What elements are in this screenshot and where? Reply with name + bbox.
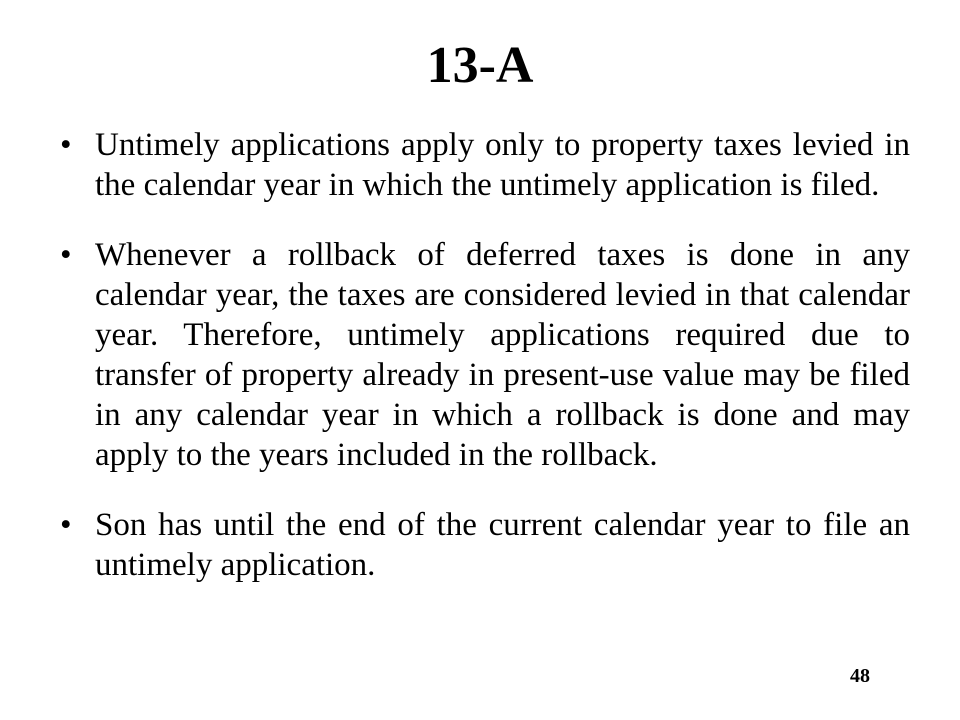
bullet-text: Whenever a rollback of deferred taxes is done in any calendar year, the taxes are considered levied in that calendar year. Therefore, untimely applications required due to transfer of property already in present-use value may be filed in any calendar year in which a rollback is done and may apply to the years included in the rollback. [95,237,910,473]
bullet-icon: • [60,507,72,543]
bullet-icon: • [60,237,72,273]
bullet-item [60,505,910,585]
bullet-item [60,125,910,205]
bullet-text: Son has until the end of the current calendar year to file an untimely application. [95,507,910,583]
bullet-text: Untimely applications apply only to property taxes levied in the calendar year in which the untimely application is filed. [95,127,910,203]
page-number: 48 [850,665,870,687]
bullet-icon: • [60,127,72,163]
bullet-list [60,125,910,585]
slide-title: 13-A [426,37,534,94]
bullet-item [60,235,910,475]
